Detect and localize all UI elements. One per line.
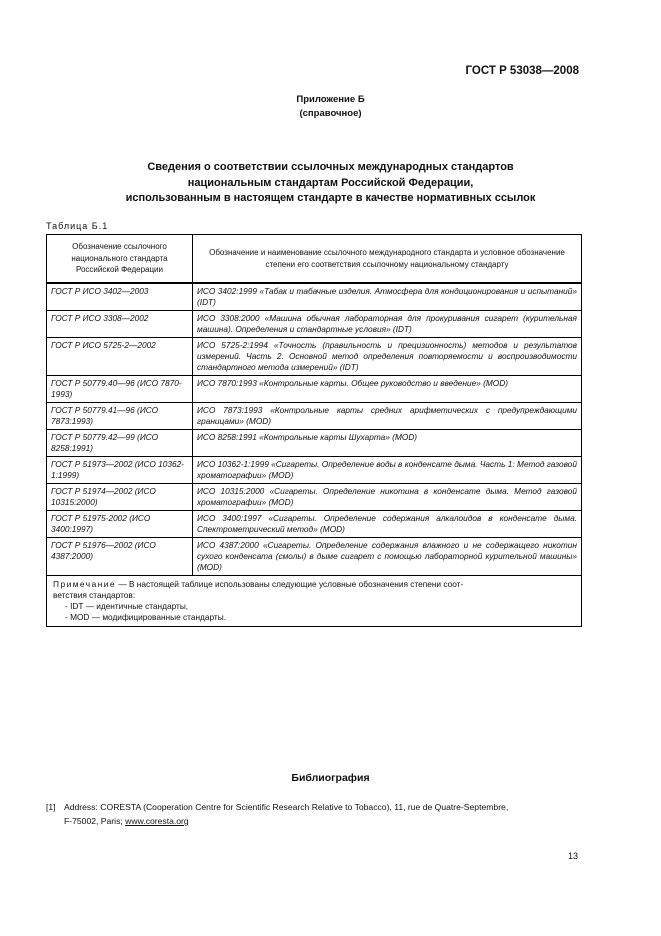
document-code: ГОСТ Р 53038—2008: [465, 65, 579, 77]
international-standard: ИСО 3400:1997 «Сигареты. Определение содержания алкалоидов в конденсате дыма. Спектрометрический метод» (MOD): [193, 511, 582, 538]
header-national: Обозначение ссылочного национального стандарта Российской Федерации: [47, 235, 193, 283]
national-standard: ГОСТ Р 50779.42—99 (ИСО 8258:1991): [47, 430, 193, 457]
national-standard: ГОСТ Р 51976—2002 (ИСО 4387:2000): [47, 538, 193, 576]
national-standard: ГОСТ Р ИСО 5725-2—2002: [47, 338, 193, 376]
table-note: [47, 576, 582, 627]
note-item-idt: - IDT — идентичные стандарты,: [65, 601, 189, 611]
appendix-label: Приложение Б: [296, 94, 365, 105]
table-row: [47, 311, 582, 338]
page-number: 13: [567, 851, 578, 861]
table-row: [47, 338, 582, 376]
bibliography-line-2: F-75002, Paris;: [64, 816, 123, 826]
title-line-1: Сведения о соответствии ссылочных международных стандартов: [147, 161, 514, 173]
table-row: [47, 430, 582, 457]
table-row: [47, 403, 582, 430]
national-standard: ГОСТ Р 50779.40—96 (ИСО 7870-1993): [47, 376, 193, 403]
international-standard: ИСО 3308:2000 «Машина обычная лабораторная для прокуривания сигарет (курительная машина). Определения и стандартные условия» (IDT): [193, 311, 582, 338]
table-row: [47, 484, 582, 511]
international-standard: ИСО 4387:2000 «Сигареты. Определение содержания влажного и не содержащего никотин сухого конденсата (смолы) в дыме сигарет с помощью лабораторной курительной машины» (MOD): [193, 538, 582, 576]
national-standard: ГОСТ Р 50779.41—96 (ИСО 7873:1993): [47, 403, 193, 430]
title-line-2: национальным стандартам Российской Федерации,: [187, 176, 474, 189]
international-standard: ИСО 8258:1991 «Контрольные карты Шухарта» (MOD): [193, 430, 582, 457]
table-header-row: [47, 235, 582, 283]
table-note-row: [47, 576, 582, 627]
note-item-mod: - MOD — модифицированные стандарты.: [65, 612, 227, 622]
international-standard: ИСО 10362-1:1999 «Сигареты. Определение воды в конденсате дыма. Часть 1: Метод газовой хроматографии» (MOD): [193, 457, 582, 484]
national-standard: ГОСТ Р 51973—2002 (ИСО 10362-1:1999): [47, 457, 193, 484]
international-standard: ИСО 7870:1993 «Контрольные карты. Общее руководство и введение» (MOD): [193, 376, 582, 403]
appendix-kind: (справочное): [299, 108, 362, 119]
international-standard: ИСО 7873:1993 «Контрольные карты средних арифметических с предупреждающими границами» (MOD): [193, 403, 582, 430]
national-standard: ГОСТ Р ИСО 3308—2002: [47, 311, 193, 338]
national-standard: ГОСТ Р 51974—2002 (ИСО 10315:2000): [47, 484, 193, 511]
section-title: [0, 160, 661, 207]
table-row: [47, 511, 582, 538]
note-text-2: ветствия стандартов:: [53, 590, 136, 600]
table-row: [47, 457, 582, 484]
table-row: [47, 538, 582, 576]
coresta-link[interactable]: www.coresta.org: [125, 816, 189, 826]
bibliography-line-1: Address: CORESTA (Cooperation Centre for Scientific Research Relative to Tobacco), 11, rue de Quatre-Septembre,: [64, 802, 509, 812]
table-row: [47, 284, 582, 311]
table-label: Таблица Б.1: [46, 221, 109, 231]
title-line-3: использованным в настоящем стандарте в качестве нормативных ссылок: [125, 192, 536, 204]
note-head: Примечание: [53, 579, 117, 589]
header-international: Обозначение и наименование ссылочного международного стандарта и условное обозначение степени его соответствия ссылочному национальному стандарту: [193, 235, 582, 283]
national-standard: ГОСТ Р ИСО 3402—2003: [47, 284, 193, 311]
standards-correspondence-table: [46, 234, 582, 627]
table-row: [47, 376, 582, 403]
national-standard: ГОСТ Р 51975-2002 (ИСО 3400:1997): [47, 511, 193, 538]
international-standard: ИСО 3402:1999 «Табак и табачные изделия. Атмосфера для кондиционирования и испытаний» (IDT): [193, 284, 582, 311]
note-text-1: — В настоящей таблице использованы следующие условные обозначения степени соот-: [118, 579, 464, 589]
international-standard: ИСО 10315:2000 «Сигареты. Определение никотина в конденсате дыма. Метод газовой хроматографии» (MOD): [193, 484, 582, 511]
international-standard: ИСО 5725-2:1994 «Точность (правильность и прецизионность) методов и результатов измерений. Часть 2. Основной метод определения повторяемости и воспроизводимости стандартного метода измерений» (IDT): [193, 338, 582, 376]
bibliography-number: [1]: [46, 802, 56, 812]
bibliography-title: Библиография: [291, 772, 370, 784]
